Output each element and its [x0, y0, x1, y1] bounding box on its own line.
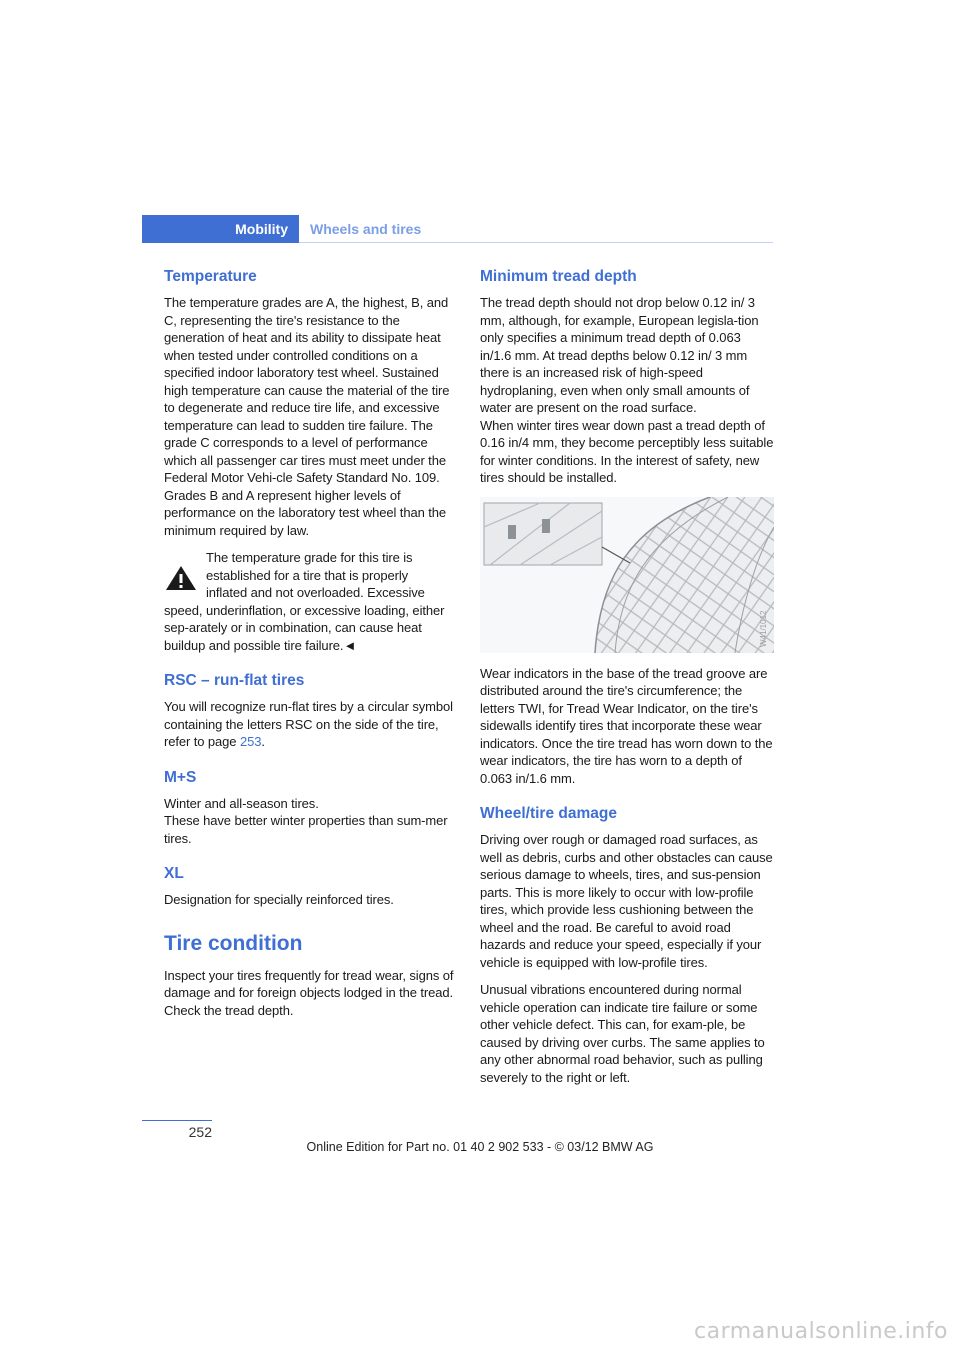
section-xl: [164, 863, 459, 909]
section-tread-depth: [480, 266, 775, 787]
rsc-body: You will recognize run-flat tires by a circular symbol containing the letters RSC on the side of the tire, refer to page: [164, 699, 453, 749]
section-ms: [164, 767, 459, 848]
warning-triangle-icon: [164, 563, 198, 593]
warning-rest: inflated and not overloaded. Excessive speed, underinflation, or excessive loading, either sep-arately or in combination, can cause heat buildup and possible tire failure.: [164, 585, 445, 653]
heading-ms: M+S: [164, 768, 197, 786]
right-column: [480, 266, 775, 1096]
page-link-253[interactable]: 253: [239, 734, 262, 749]
page-number: 252: [188, 1124, 212, 1140]
rsc-suffix: .: [261, 734, 265, 749]
tread-body-1: The tread depth should not drop below 0.12 in/ 3 mm, although, for example, European legisla-tion only specifies a minimum tread depth of 0.063 in/1.6 mm. At tread depths below 0.12 in/ 3 mm there is an increased risk of high-speed hydroplaning, even when only small amounts of water are present on the road surface.: [480, 295, 759, 415]
xl-body: Designation for specially reinforced tires.: [164, 892, 394, 907]
damage-body-2: Unusual vibrations encountered during normal vehicle operation can indicate tire failure or some other vehicle defect. This can, for exam-ple, be caused by driving over curbs. The same applies to any other abnormal road behavior, such as pulling severely to the right or left.: [480, 982, 765, 1085]
footer-edition: Online Edition for Part no. 01 40 2 902 533 - © 03/12 BMW AG: [306, 1140, 654, 1154]
heading-rsc: RSC – run-flat tires: [164, 672, 305, 689]
figure-code: W41/1012: [759, 610, 768, 647]
heading-xl: XL: [164, 865, 184, 882]
warning-end-mark: ◄: [343, 637, 357, 653]
watermark: carmanualsonline.info: [694, 1319, 948, 1344]
heading-tread-depth: Minimum tread depth: [480, 268, 637, 285]
ms-line2: These have better winter properties than sum-mer tires.: [164, 813, 448, 846]
wear-indicator-body: Wear indicators in the base of the tread groove are distributed around the tire's circumference; the letters TWI, for Tread Wear Indicator, on the tire's sidewalls identify tires that incorporate these wear indicators. Once the tire tread has worn down to the wear indicators, the tire has worn to a depth of 0.063 in/1.6 mm.: [480, 665, 773, 786]
section-rsc: [164, 670, 459, 751]
page-header: [142, 215, 773, 243]
header-chapter-tab: Mobility: [142, 215, 299, 243]
section-temperature: [164, 266, 459, 654]
tire-illustration: [480, 497, 774, 653]
heading-temperature: Temperature: [164, 268, 257, 285]
damage-body-1: Driving over rough or damaged road surfaces, as well as debris, curbs and other obstacles can cause serious damage to wheels, tires, and sus-pension parts. This is more likely to occur with low-profile tires, which provide less cushioning between the wheel and the road. Be careful to avoid road hazards and reduce your speed, especially if your vehicle is equipped with low-profile tires.: [480, 832, 773, 970]
warning-block: [164, 549, 459, 654]
ms-line1: Winter and all-season tires.: [164, 795, 319, 811]
page-number-rule: [142, 1120, 212, 1121]
warning-lead: The temperature grade for this tire is established for a tire that is properly: [206, 550, 413, 583]
header-rule: [299, 242, 773, 243]
section-tire-condition: [164, 931, 459, 1020]
heading-tire-condition: Tire condition: [164, 931, 303, 955]
tire-wear-indicator-figure: [480, 497, 774, 653]
temperature-body: The temperature grades are A, the highest, B, and C, representing the tire's resistance to the generation of heat and its ability to dissipate heat when tested under controlled conditions on a specified indoor laboratory test wheel. Sustained high temperature can cause the material of the tire to degenerate and reduce tire life, and excessive temperature can lead to sudden tire failure. The grade C corresponds to a level of performance which all passenger car tires must meet under the Federal Motor Vehi-cle Safety Standard No. 109. Grades B and A represent higher levels of performance on the laboratory test wheel than the minimum required by law.: [164, 295, 450, 538]
header-section-title: Wheels and tires: [310, 221, 422, 237]
heading-wheel-damage: Wheel/tire damage: [480, 805, 617, 822]
section-wheel-damage: [480, 803, 775, 1086]
tread-body-2: When winter tires wear down past a tread depth of 0.16 in/4 mm, they become perceptibly less suitable for winter conditions. In the interest of safety, new tires should be installed.: [480, 417, 774, 485]
left-column: [164, 266, 459, 1029]
tire-condition-body: Inspect your tires frequently for tread wear, signs of damage and for foreign objects lodged in the tread. Check the tread depth.: [164, 967, 454, 1018]
